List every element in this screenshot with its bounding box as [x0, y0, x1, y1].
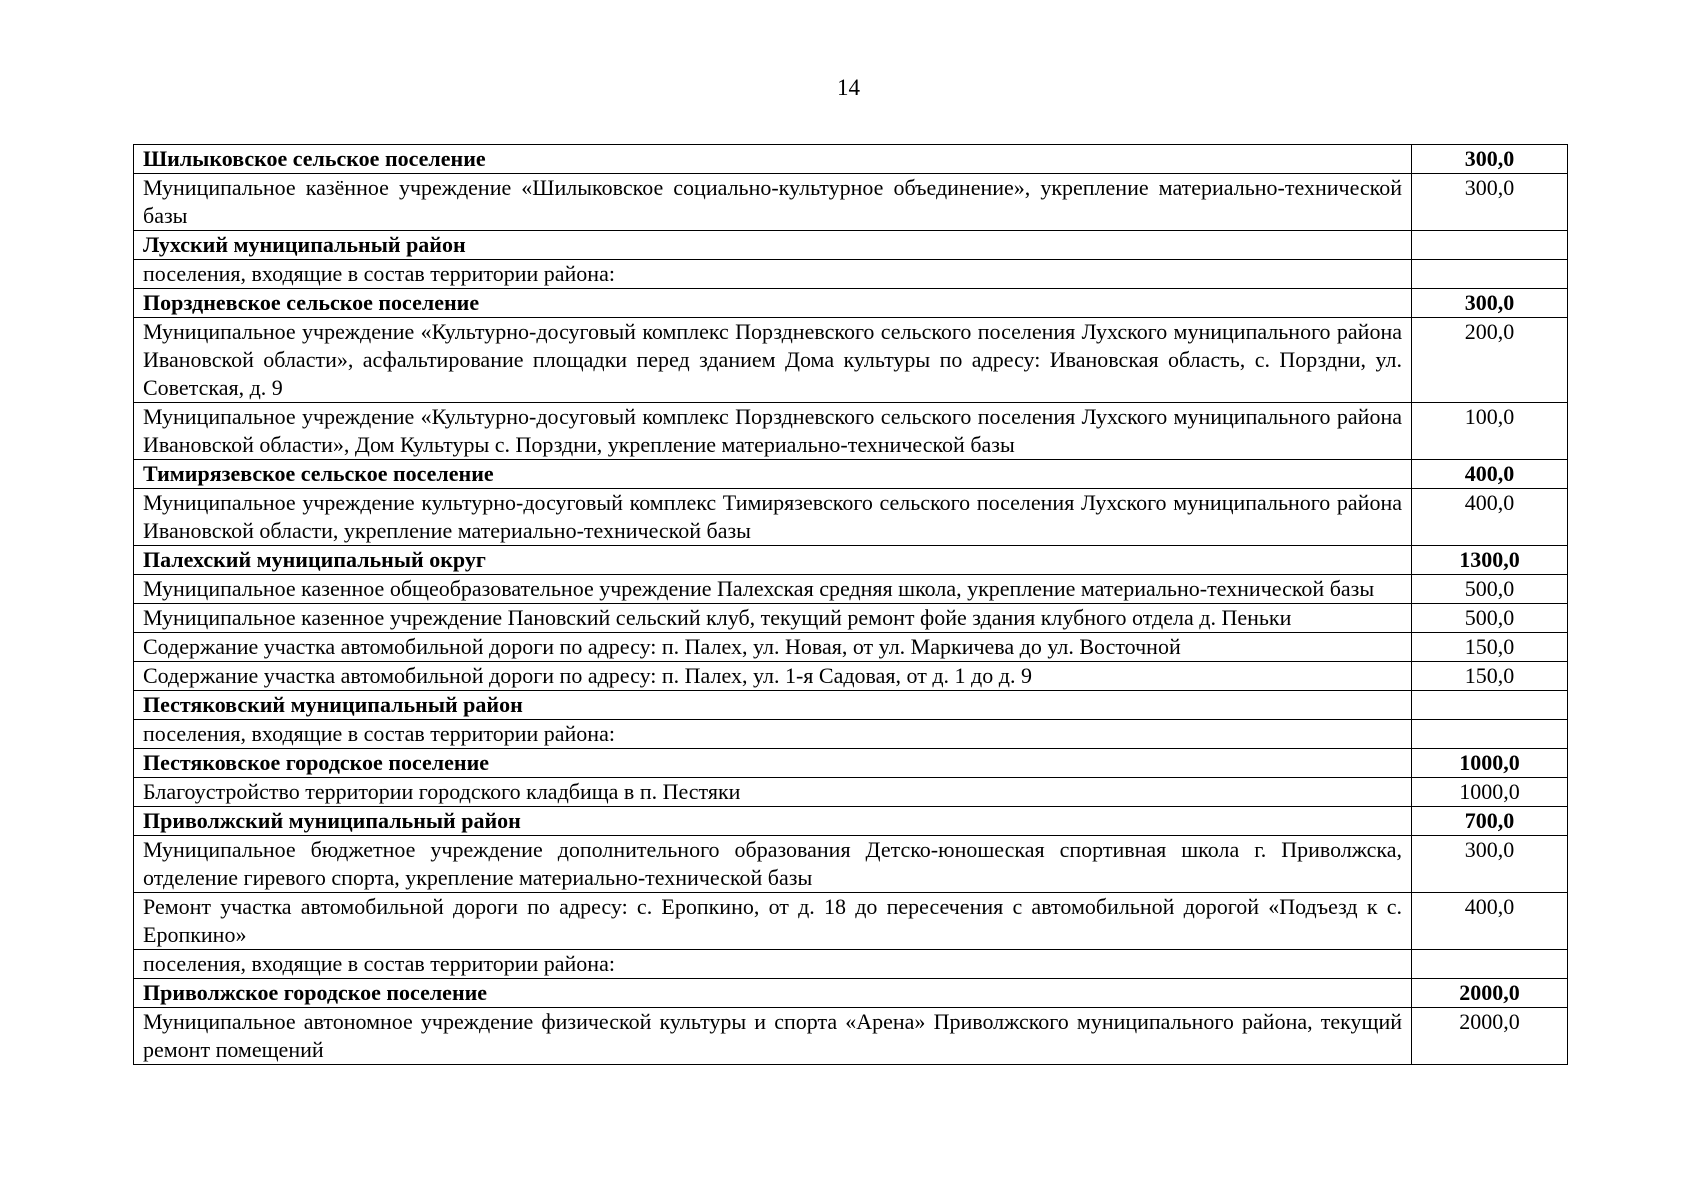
table-row [134, 546, 1568, 575]
row-amount: 700,0 [1412, 807, 1568, 836]
table-row [134, 174, 1568, 231]
table-row [134, 289, 1568, 318]
row-description: Приволжское городское поселение [134, 979, 1412, 1008]
table-row [134, 893, 1568, 950]
table-row [134, 979, 1568, 1008]
table-row [134, 950, 1568, 979]
row-description: Содержание участка автомобильной дороги по адресу: п. Палех, ул. Новая, от ул. Маркичева до ул. Восточной [134, 633, 1412, 662]
table-row [134, 633, 1568, 662]
row-description: Муниципальное автономное учреждение физической культуры и спорта «Арена» Приволжского муниципального района, текущий ремонт помещений [134, 1008, 1412, 1065]
row-amount [1412, 691, 1568, 720]
row-amount: 2000,0 [1412, 1008, 1568, 1065]
row-amount: 2000,0 [1412, 979, 1568, 1008]
row-amount: 400,0 [1412, 460, 1568, 489]
row-amount: 300,0 [1412, 836, 1568, 893]
table-row [134, 1008, 1568, 1065]
row-amount: 400,0 [1412, 893, 1568, 950]
row-amount: 1300,0 [1412, 546, 1568, 575]
row-description: Шилыковское сельское поселение [134, 145, 1412, 174]
row-description: Порздневское сельское поселение [134, 289, 1412, 318]
table-row [134, 575, 1568, 604]
row-description: Муниципальное учреждение культурно-досуговый комплекс Тимирязевского сельского поселения Лухского муниципального района Ивановской области, укрепление материально-технической базы [134, 489, 1412, 546]
row-amount: 300,0 [1412, 145, 1568, 174]
table-row [134, 720, 1568, 749]
row-description: Муниципальное бюджетное учреждение дополнительного образования Детско-юношеская спортивная школа г. Приволжска, отделение гиревого спорта, укрепление материально-технической базы [134, 836, 1412, 893]
row-amount [1412, 950, 1568, 979]
table-row [134, 604, 1568, 633]
allocation-table-body [134, 145, 1568, 1065]
table-row [134, 836, 1568, 893]
row-description: поселения, входящие в состав территории района: [134, 260, 1412, 289]
row-amount: 150,0 [1412, 633, 1568, 662]
table-row [134, 231, 1568, 260]
row-description: Лухский муниципальный район [134, 231, 1412, 260]
row-description: Муниципальное казенное учреждение Пановский сельский клуб, текущий ремонт фойе здания клубного отдела д. Пеньки [134, 604, 1412, 633]
row-amount: 500,0 [1412, 604, 1568, 633]
table-row [134, 807, 1568, 836]
row-description: Пестяковский муниципальный район [134, 691, 1412, 720]
row-description: Тимирязевское сельское поселение [134, 460, 1412, 489]
row-amount [1412, 720, 1568, 749]
row-description: поселения, входящие в состав территории района: [134, 720, 1412, 749]
row-amount [1412, 260, 1568, 289]
row-amount: 400,0 [1412, 489, 1568, 546]
table-row [134, 318, 1568, 403]
row-description: Палехский муниципальный округ [134, 546, 1412, 575]
table-row [134, 749, 1568, 778]
row-description: Муниципальное казенное общеобразовательное учреждение Палехская средняя школа, укрепление материально-технической базы [134, 575, 1412, 604]
row-description: Пестяковское городское поселение [134, 749, 1412, 778]
page-number: 14 [837, 75, 860, 100]
table-row [134, 145, 1568, 174]
row-description: Ремонт участка автомобильной дороги по адресу: с. Еропкино, от д. 18 до пересечения с автомобильной дорогой «Подъезд к с. Еропкино» [134, 893, 1412, 950]
row-description: Муниципальное учреждение «Культурно-досуговый комплекс Порздневского сельского поселения Лухского муниципального района Ивановской области», Дом Культуры с. Порздни, укрепление материально-технической базы [134, 403, 1412, 460]
row-description: Муниципальное казённое учреждение «Шилыковское социально-культурное объединение», укрепление материально-технической базы [134, 174, 1412, 231]
row-amount: 200,0 [1412, 318, 1568, 403]
allocation-table [133, 144, 1568, 1065]
row-description: Приволжский муниципальный район [134, 807, 1412, 836]
row-description: Содержание участка автомобильной дороги по адресу: п. Палех, ул. 1-я Садовая, от д. 1 до д. 9 [134, 662, 1412, 691]
row-amount: 300,0 [1412, 174, 1568, 231]
table-row [134, 460, 1568, 489]
row-amount: 1000,0 [1412, 749, 1568, 778]
row-description: Муниципальное учреждение «Культурно-досуговый комплекс Порздневского сельского поселения Лухского муниципального района Ивановской области», асфальтирование площадки перед зданием Дома культуры по адресу: Ивановская область, с. Порздни, ул. Советская, д. 9 [134, 318, 1412, 403]
row-description: поселения, входящие в состав территории района: [134, 950, 1412, 979]
table-row [134, 691, 1568, 720]
table-row [134, 403, 1568, 460]
table-row [134, 778, 1568, 807]
row-amount: 150,0 [1412, 662, 1568, 691]
table-row [134, 662, 1568, 691]
row-amount: 1000,0 [1412, 778, 1568, 807]
row-description: Благоустройство территории городского кладбища в п. Пестяки [134, 778, 1412, 807]
row-amount: 500,0 [1412, 575, 1568, 604]
table-row [134, 489, 1568, 546]
row-amount: 300,0 [1412, 289, 1568, 318]
row-amount: 100,0 [1412, 403, 1568, 460]
table-row [134, 260, 1568, 289]
row-amount [1412, 231, 1568, 260]
